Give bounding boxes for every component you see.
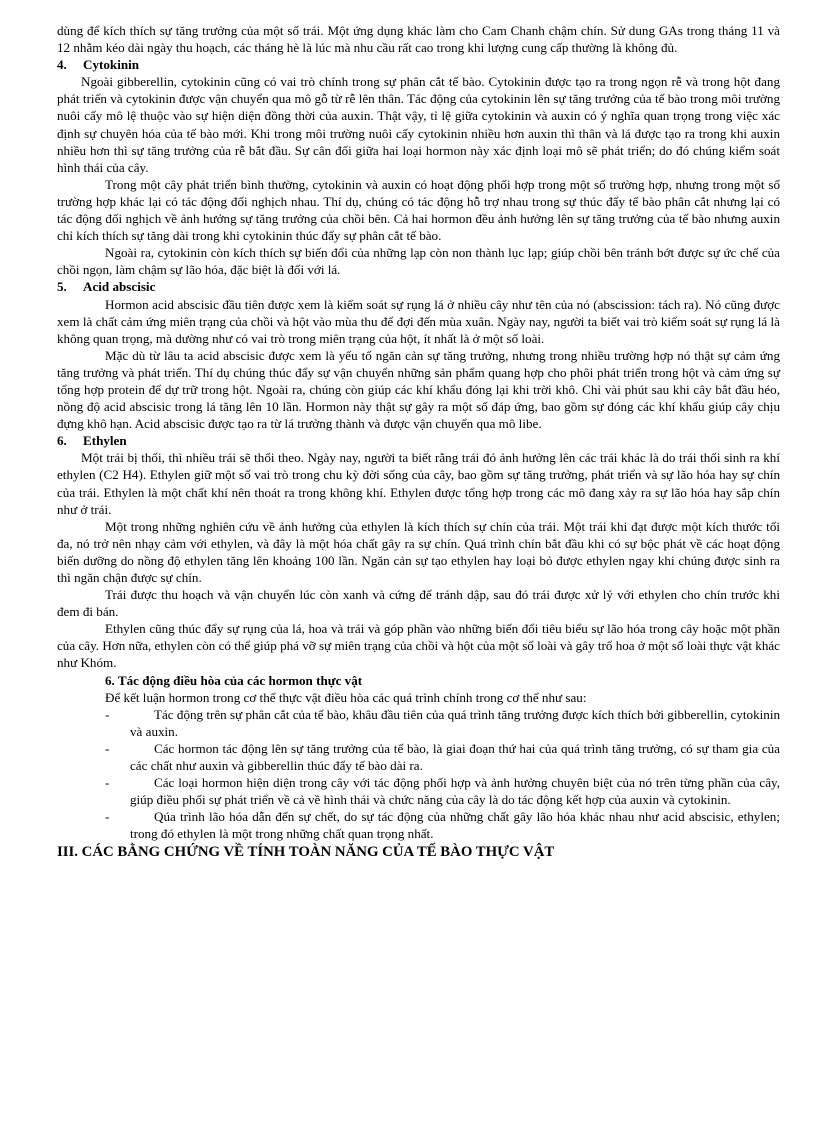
section-heading-iii: III. CÁC BẰNG CHỨNG VỀ TÍNH TOÀN NĂNG CỦA TẾ BÀO THỰC VẬT (57, 843, 555, 860)
heading-number: 6. (57, 433, 67, 449)
list-item (57, 774, 780, 808)
paragraph-ethylen-2: Một trong những nghiên cứu về ảnh hưởng của ethylen là kích thích sự chín của trái. Một trái khi đạt được một kích thước tối đa, nó trở nên nhạy cảm với ethylen, và đây là một hóa chất gây ra sự chín. Quá trình chín bắt đầu khi có sự bộc phát về các hoạt động biến dưỡng do nồng độ ethylen tăng lên khoảng 100 lần. Ngăn cản sự tạo ethylen hay loại bỏ được ethylen ngay khi chúng được sinh ra thì ngăn chận được sự chín. (57, 518, 780, 585)
list-item (57, 808, 780, 842)
document-page (57, 22, 780, 862)
list-item-text: Tác động trên sự phân cắt của tế bào, khâu đầu tiên của quá trình tăng trưởng được kích thích bởi gibberellin, cytokinin và auxin. (130, 706, 781, 739)
heading-number: 5. (57, 279, 67, 295)
paragraph-aba-1: Hormon acid abscisic đầu tiên được xem là kiểm soát sự rụng lá ở nhiều cây như tên của nó (abscission: tách ra). Nó cũng được xem là chất cảm ứng miên trạng của chồi và hột vào mùa thu để đợi đến mùa xuân. Ngày nay, người ta biết vai trò kiểm soát sự rụng lá là không quan trọng, mà dường như có vai trò trong miên trạng của hột, ít nhất là ở một số loài. (57, 296, 780, 346)
heading-title: Ethylen (83, 433, 127, 449)
list-item-text: Các hormon tác động lên sự tăng trưởng của tế bào, là giai đoạn thứ hai của quá trình tăng trưởng, có sự tham gia của các chất như auxin và gibberellin thúc đẩy tế bào dài ra. (130, 740, 780, 774)
list-item (57, 706, 780, 740)
regulation-intro: Để kết luận hormon trong cơ thể thực vật điều hòa các quá trình chính trong cơ thể như sau: (105, 689, 587, 705)
heading-ethylen (57, 432, 780, 449)
heading-cytokinin (57, 56, 780, 73)
paragraph-ethylen-3: Trái được thu hoạch và vận chuyển lúc còn xanh và cứng để tránh dập, sau đó trái được xử lý với ethylen cho chín trước khi đem đi bán. (57, 587, 780, 620)
paragraph-cytokinin-1: Ngoài gibberellin, cytokinin cũng có vai trò chính trong sự phân cắt tế bào. Cytokinin được tạo ra trong ngọn rễ và trong hột đang phát triển và cytokinin được vận chuyển qua mô gỗ từ rễ lên thân. Tác động của cytokinin lên sự tăng trưởng của tế bào trong môi trường nuôi cấy mô lệ thuộc vào sự hiện diện đồng thời của auxin. Thật vậy, tỉ lệ giữa cytokinin và auxin có ý nghĩa quan trọng trong việc xác định sự chuyên hóa của tế bào mới. Khi trong môi trường nuôi cấy cytokinin nhiều hơn auxin thì thân và lá được tạo ra trong khi auxin nhiều hơn thì sự tăng trưởng của rễ bắt đầu. Sự cân đối giữa hai loại hormon này xác định loại mô sẽ phát triển; do đó chúng kiểm soát hình thái của cây. (57, 74, 780, 175)
heading-title: Cytokinin (83, 57, 140, 73)
list-item (57, 740, 780, 774)
paragraph-aba-2: Mặc dù từ lâu ta acid abscisic được xem là yếu tố ngăn cản sự tăng trưởng, nhưng trong nhiều trường hợp nó thật sự cảm ứng tăng trưởng và phát triển. Thí dụ chúng thúc đẩy sự vận chuyển những sản phẩm quang hợp cho phôi phát triển trong hột và cảm ứng sự tổng hợp protein để dự trữ trong hột. Ngoài ra, chúng còn giúp các khí khẩu đóng lại khi trời khô. Chỉ vài phút sau khi cây bắt đầu héo, nồng độ acid abscisic trong lá tăng lên 10 lần. Hormon này thật sự gây ra một số đáp ứng, bao gồm sự đóng các khí khẩu giúp cây chịu đựng khô hạn. Acid abscisic được tạo ra từ lá trưởng thành và được vận chuyển qua mô libe. (57, 347, 780, 432)
paragraph-ethylen-4: Ethylen cũng thúc đẩy sự rụng của lá, hoa và trái và góp phần vào những biến đổi tiêu biểu sự lão hóa trong cây hoặc một phần của cây. Hơn nữa, ethylen còn có thể giúp phá vỡ sự miên trạng của chồi và hột của một số loài và gây trổ hoa ở một số loài thực vật khác như Khóm. (57, 621, 780, 671)
list-item-text: Qúa trình lão hóa dẫn đến sự chết, do sự tác động của những chất gây lão hóa khác nhau như acid abscisic, ethylen; trong đó ethylen là một trong những chất quan trọng nhất. (130, 809, 780, 842)
paragraph-cytokinin-2: Trong một cây phát triển bình thường, cytokinin và auxin có hoạt động phối hợp trong một số trường hợp, nhưng trong một số trường hợp khác lại có tác động đối nghịch nhau. Thí dụ, chúng có tác động hỗ trợ nhau trong sự thúc đẩy tế bào phân cắt nhưng lại có tác động đối nghịch về ảnh hưởng sự tăng trưởng của chồi bên. Cả hai hormon đều ảnh hưởng lên sự tăng trưởng của tế bào nhưng auxin chỉ kích thích sự tăng dài trong khi cytokinin thúc đẩy sự phân cắt tế bào. (57, 176, 780, 244)
heading-acid-abscisic (57, 278, 780, 295)
bullet-dash: - (105, 706, 110, 722)
regulation-list (57, 706, 780, 843)
heading-title: Acid abscisic (83, 279, 156, 295)
list-item-text: Các loại hormon hiện diện trong cây với tác động phối hợp và ảnh hưởng chuyên biệt của nó trên từng phần của cây, giúp điều phối sự phát triển về cả về hình thái và chức năng của cây là do tác động kết hợp của auxin và cytokinin. (130, 775, 780, 808)
paragraph-intro: dùng để kích thích sự tăng trưởng của một số trái. Một ứng dụng khác làm cho Cam Chanh chậm chín. Sử dung GAs trong tháng 11 và 12 nhằm kéo dài ngày thu hoạch, các tháng hè là lúc mà nhu cầu rất cao trong khi lượng cung cấp thường là không đủ. (57, 23, 780, 56)
paragraph-ethylen-1: Một trái bị thối, thì nhiều trái sẽ thối theo. Ngày nay, người ta biết rằng trái đó ảnh hưởng lên các trái khác là do trái thối sinh ra khí ethylen (C2 H4). Ethylen giữ một số vai trò trong chu kỳ đời sống của cây, bao gồm sự tăng trưởng, phát triển và sự lão hóa hay sự chín của trái. Ethylen là một chất khí nên thoát ra trong không khí. Ethylen được tổng hợp trong các mô đang xảy ra sự lão hóa hay sắp chín như ở trái. (57, 450, 780, 517)
heading-number: 4. (57, 57, 67, 73)
bullet-dash: - (105, 809, 110, 825)
bullet-dash: - (105, 775, 110, 791)
heading-regulation: 6. Tác động điều hòa của các hormon thực vật (105, 672, 363, 688)
paragraph-cytokinin-3: Ngoài ra, cytokinin còn kích thích sự biến đổi của những lạp còn non thành lục lạp; giúp chồi bên tránh bớt được sự ức chế của chồi ngọn, làm chậm sự lão hóa, đặc biệt là đối với lá. (57, 245, 780, 278)
bullet-dash: - (105, 740, 110, 756)
